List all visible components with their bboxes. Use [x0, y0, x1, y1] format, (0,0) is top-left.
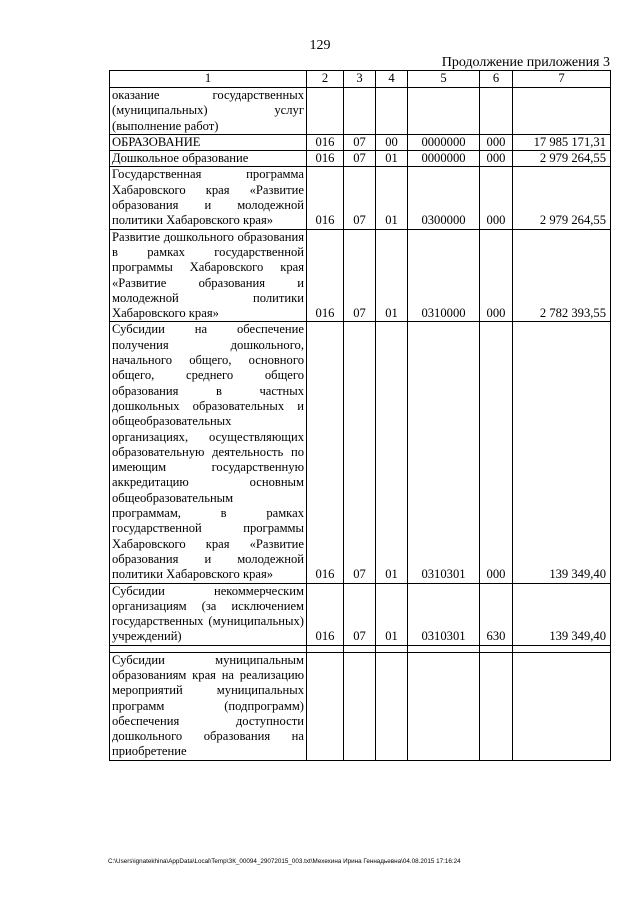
row-name: оказание государственных (муниципальных) услуг (выполнение работ): [110, 88, 307, 135]
column-header: 7: [513, 71, 611, 88]
table-row: [110, 229, 611, 322]
cell-ministry: [307, 88, 344, 135]
cell-amount: [513, 88, 611, 135]
cell-ministry: 016: [307, 134, 344, 150]
cell-subsection: 01: [376, 151, 408, 167]
cell-expense-type: 000: [480, 151, 513, 167]
cell-ministry: 016: [307, 583, 344, 645]
cell-section: 07: [344, 151, 376, 167]
cell-target-article: [408, 88, 480, 135]
table-gap: [110, 645, 611, 652]
table-row: [110, 167, 611, 229]
cell-target-article: 0310000: [408, 229, 480, 322]
page-number: 129: [309, 38, 331, 53]
cell-amount: 2 979 264,55: [513, 151, 611, 167]
cell-amount: 139 349,40: [513, 583, 611, 645]
cell-target-article: [408, 652, 480, 760]
cell-subsection: [376, 88, 408, 135]
cell-expense-type: 000: [480, 134, 513, 150]
cell-section: [344, 88, 376, 135]
row-name: Дошкольное образование: [110, 151, 307, 167]
cell-expense-type: 000: [480, 229, 513, 322]
cell-subsection: 01: [376, 583, 408, 645]
table-row: [110, 134, 611, 150]
row-name: ОБРАЗОВАНИЕ: [110, 134, 307, 150]
cell-ministry: 016: [307, 229, 344, 322]
column-header: 2: [307, 71, 344, 88]
column-header: 4: [376, 71, 408, 88]
cell-section: 07: [344, 134, 376, 150]
row-name: Субсидии муниципальным образованиям края на реализацию мероприятий муниципальных программ (подпрограмм) обеспечения доступности дошкольного образования на приобретение: [110, 652, 307, 760]
cell-subsection: 00: [376, 134, 408, 150]
row-name: Государственная программа Хабаровского края «Развитие образования и молодежной политики Хабаровского края»: [110, 167, 307, 229]
cell-expense-type: 000: [480, 167, 513, 229]
cell-amount: [513, 652, 611, 760]
cell-section: 07: [344, 229, 376, 322]
cell-ministry: 016: [307, 151, 344, 167]
row-name: Субсидии некоммерческим организациям (за исключением государственных (муниципальных) учреждений): [110, 583, 307, 645]
table-row: [110, 88, 611, 135]
cell-ministry: [307, 652, 344, 760]
row-name: Субсидии на обеспечение получения дошкольного, начального общего, основного общего, среднего общего образования в частных дошкольных образовательных и общеобразовательных организациях, осуществляющих образовательную деятельность по имеющим государственную аккредитацию основным общеобразовательным программам, в рамках государственной программы Хабаровского края «Развитие образования и молодежной политики Хабаровского края»: [110, 322, 307, 583]
column-header: 6: [480, 71, 513, 88]
cell-amount: 17 985 171,31: [513, 134, 611, 150]
cell-target-article: 0300000: [408, 167, 480, 229]
cell-ministry: 016: [307, 167, 344, 229]
continuation-label: Продолжение приложения 3: [441, 55, 610, 70]
cell-subsection: 01: [376, 229, 408, 322]
cell-target-article: 0000000: [408, 134, 480, 150]
table-row: [110, 652, 611, 760]
file-path-footer: C:\Users\ignatekhina\AppData\Local\Temp\ЗК_00094_29072015_003.txt\Мехехина Ирина Геннадьевна\04.08.2015 17:16:24: [108, 858, 461, 865]
cell-expense-type: 630: [480, 583, 513, 645]
cell-section: 07: [344, 583, 376, 645]
cell-section: 07: [344, 167, 376, 229]
cell-subsection: 01: [376, 322, 408, 583]
cell-ministry: 016: [307, 322, 344, 583]
table-row: [110, 583, 611, 645]
cell-amount: 2 979 264,55: [513, 167, 611, 229]
cell-expense-type: [480, 88, 513, 135]
budget-table: [109, 70, 611, 761]
cell-target-article: 0310301: [408, 583, 480, 645]
column-header: 3: [344, 71, 376, 88]
cell-expense-type: 000: [480, 322, 513, 583]
table-header: [110, 71, 611, 88]
cell-expense-type: [480, 652, 513, 760]
table-row: [110, 322, 611, 583]
cell-amount: 2 782 393,55: [513, 229, 611, 322]
cell-target-article: 0310301: [408, 322, 480, 583]
table-row: [110, 151, 611, 167]
row-name: Развитие дошкольного образования в рамках государственной программы Хабаровского края «Развитие образования и молодежной политики Хабаровского края»: [110, 229, 307, 322]
cell-amount: 139 349,40: [513, 322, 611, 583]
cell-subsection: [376, 652, 408, 760]
column-header: 1: [110, 71, 307, 88]
column-header: 5: [408, 71, 480, 88]
cell-section: [344, 652, 376, 760]
cell-subsection: 01: [376, 167, 408, 229]
cell-target-article: 0000000: [408, 151, 480, 167]
cell-section: 07: [344, 322, 376, 583]
